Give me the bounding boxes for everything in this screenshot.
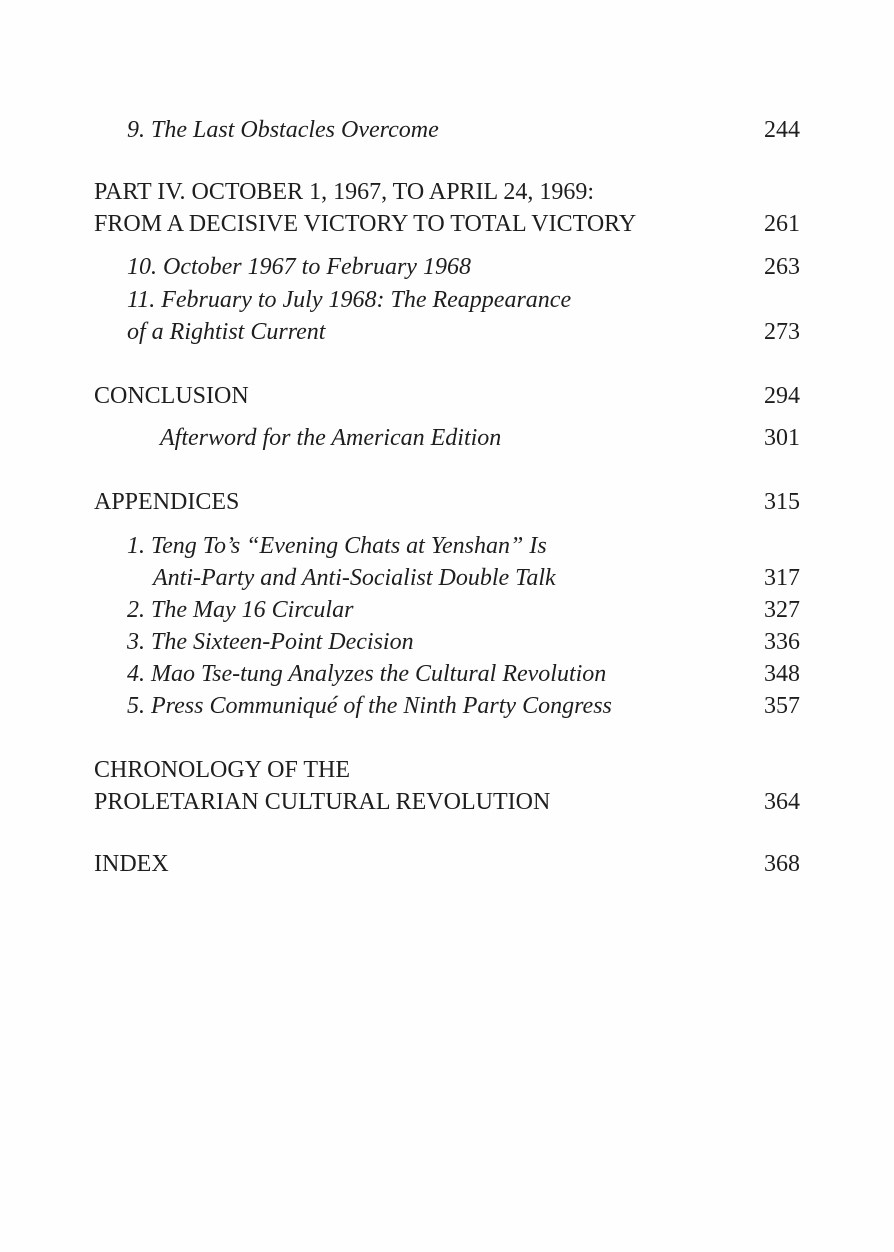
toc-entry-title: 3. The Sixteen-Point Decision xyxy=(127,629,414,655)
toc-entry-title: of a Rightist Current xyxy=(127,319,326,345)
toc-page-number: 327 xyxy=(764,597,800,623)
toc-section-title: APPENDICES xyxy=(94,489,240,515)
toc-entry-title: 9. The Last Obstacles Overcome xyxy=(127,117,439,143)
toc-page-number: 301 xyxy=(764,425,800,451)
toc-section-title: CONCLUSION xyxy=(94,383,249,409)
toc-page-number: 348 xyxy=(764,661,800,687)
toc-entry-title: 4. Mao Tse-tung Analyzes the Cultural Revolution xyxy=(127,661,607,687)
toc-chronology-line-2 xyxy=(94,786,800,818)
toc-page-number: 273 xyxy=(764,319,800,345)
toc-page-number: 368 xyxy=(764,851,800,877)
toc-section-title: PROLETARIAN CULTURAL REVOLUTION xyxy=(94,789,551,815)
toc-part-4-line-1 xyxy=(94,176,800,208)
toc-page-number: 263 xyxy=(764,254,800,280)
toc-entry-title: Afterword for the American Edition xyxy=(160,425,502,451)
toc-entry-title: 2. The May 16 Circular xyxy=(127,597,354,623)
toc-entry-11-line-1 xyxy=(127,284,800,316)
toc-entry-title: Anti-Party and Anti-Socialist Double Talk xyxy=(153,565,556,591)
toc-chronology-line-1 xyxy=(94,754,800,786)
toc-part-title: PART IV. OCTOBER 1, 1967, TO APRIL 24, 1969: xyxy=(94,179,594,205)
toc-page-number: 364 xyxy=(764,789,800,815)
toc-section-title: CHRONOLOGY OF THE xyxy=(94,757,351,783)
toc-entry-title: 11. February to July 1968: The Reappearance xyxy=(127,287,572,313)
toc-page-number: 261 xyxy=(764,211,800,237)
toc-appendices xyxy=(94,486,800,518)
toc-part-4-line-2 xyxy=(94,208,800,240)
toc-page-number: 244 xyxy=(764,117,800,143)
toc-entry-9 xyxy=(127,114,800,146)
toc-entry-title: 5. Press Communiqué of the Ninth Party Congress xyxy=(127,693,612,719)
toc-page-number: 315 xyxy=(764,489,800,515)
toc-afterword xyxy=(160,422,800,454)
toc-appendix-1-line-1 xyxy=(127,530,800,562)
toc-page-number: 317 xyxy=(764,565,800,591)
toc-conclusion xyxy=(94,380,800,412)
toc-appendix-5 xyxy=(127,690,800,722)
toc-entry-title: 1. Teng To’s “Evening Chats at Yenshan” Is xyxy=(127,533,547,559)
toc-entry-10 xyxy=(127,251,800,283)
toc-appendix-4 xyxy=(127,658,800,690)
toc-page-number: 294 xyxy=(764,383,800,409)
toc-entry-11-line-2 xyxy=(127,316,800,348)
toc-index xyxy=(94,848,800,880)
toc-section-title: INDEX xyxy=(94,851,169,877)
toc-page-number: 357 xyxy=(764,693,800,719)
toc-entry-title: 10. October 1967 to February 1968 xyxy=(127,254,471,280)
toc-page-number: 336 xyxy=(764,629,800,655)
toc-part-title: FROM A DECISIVE VICTORY TO TOTAL VICTORY xyxy=(94,211,637,237)
toc-appendix-3 xyxy=(127,626,800,658)
toc-appendix-1-line-2 xyxy=(153,562,800,594)
toc-appendix-2 xyxy=(127,594,800,626)
